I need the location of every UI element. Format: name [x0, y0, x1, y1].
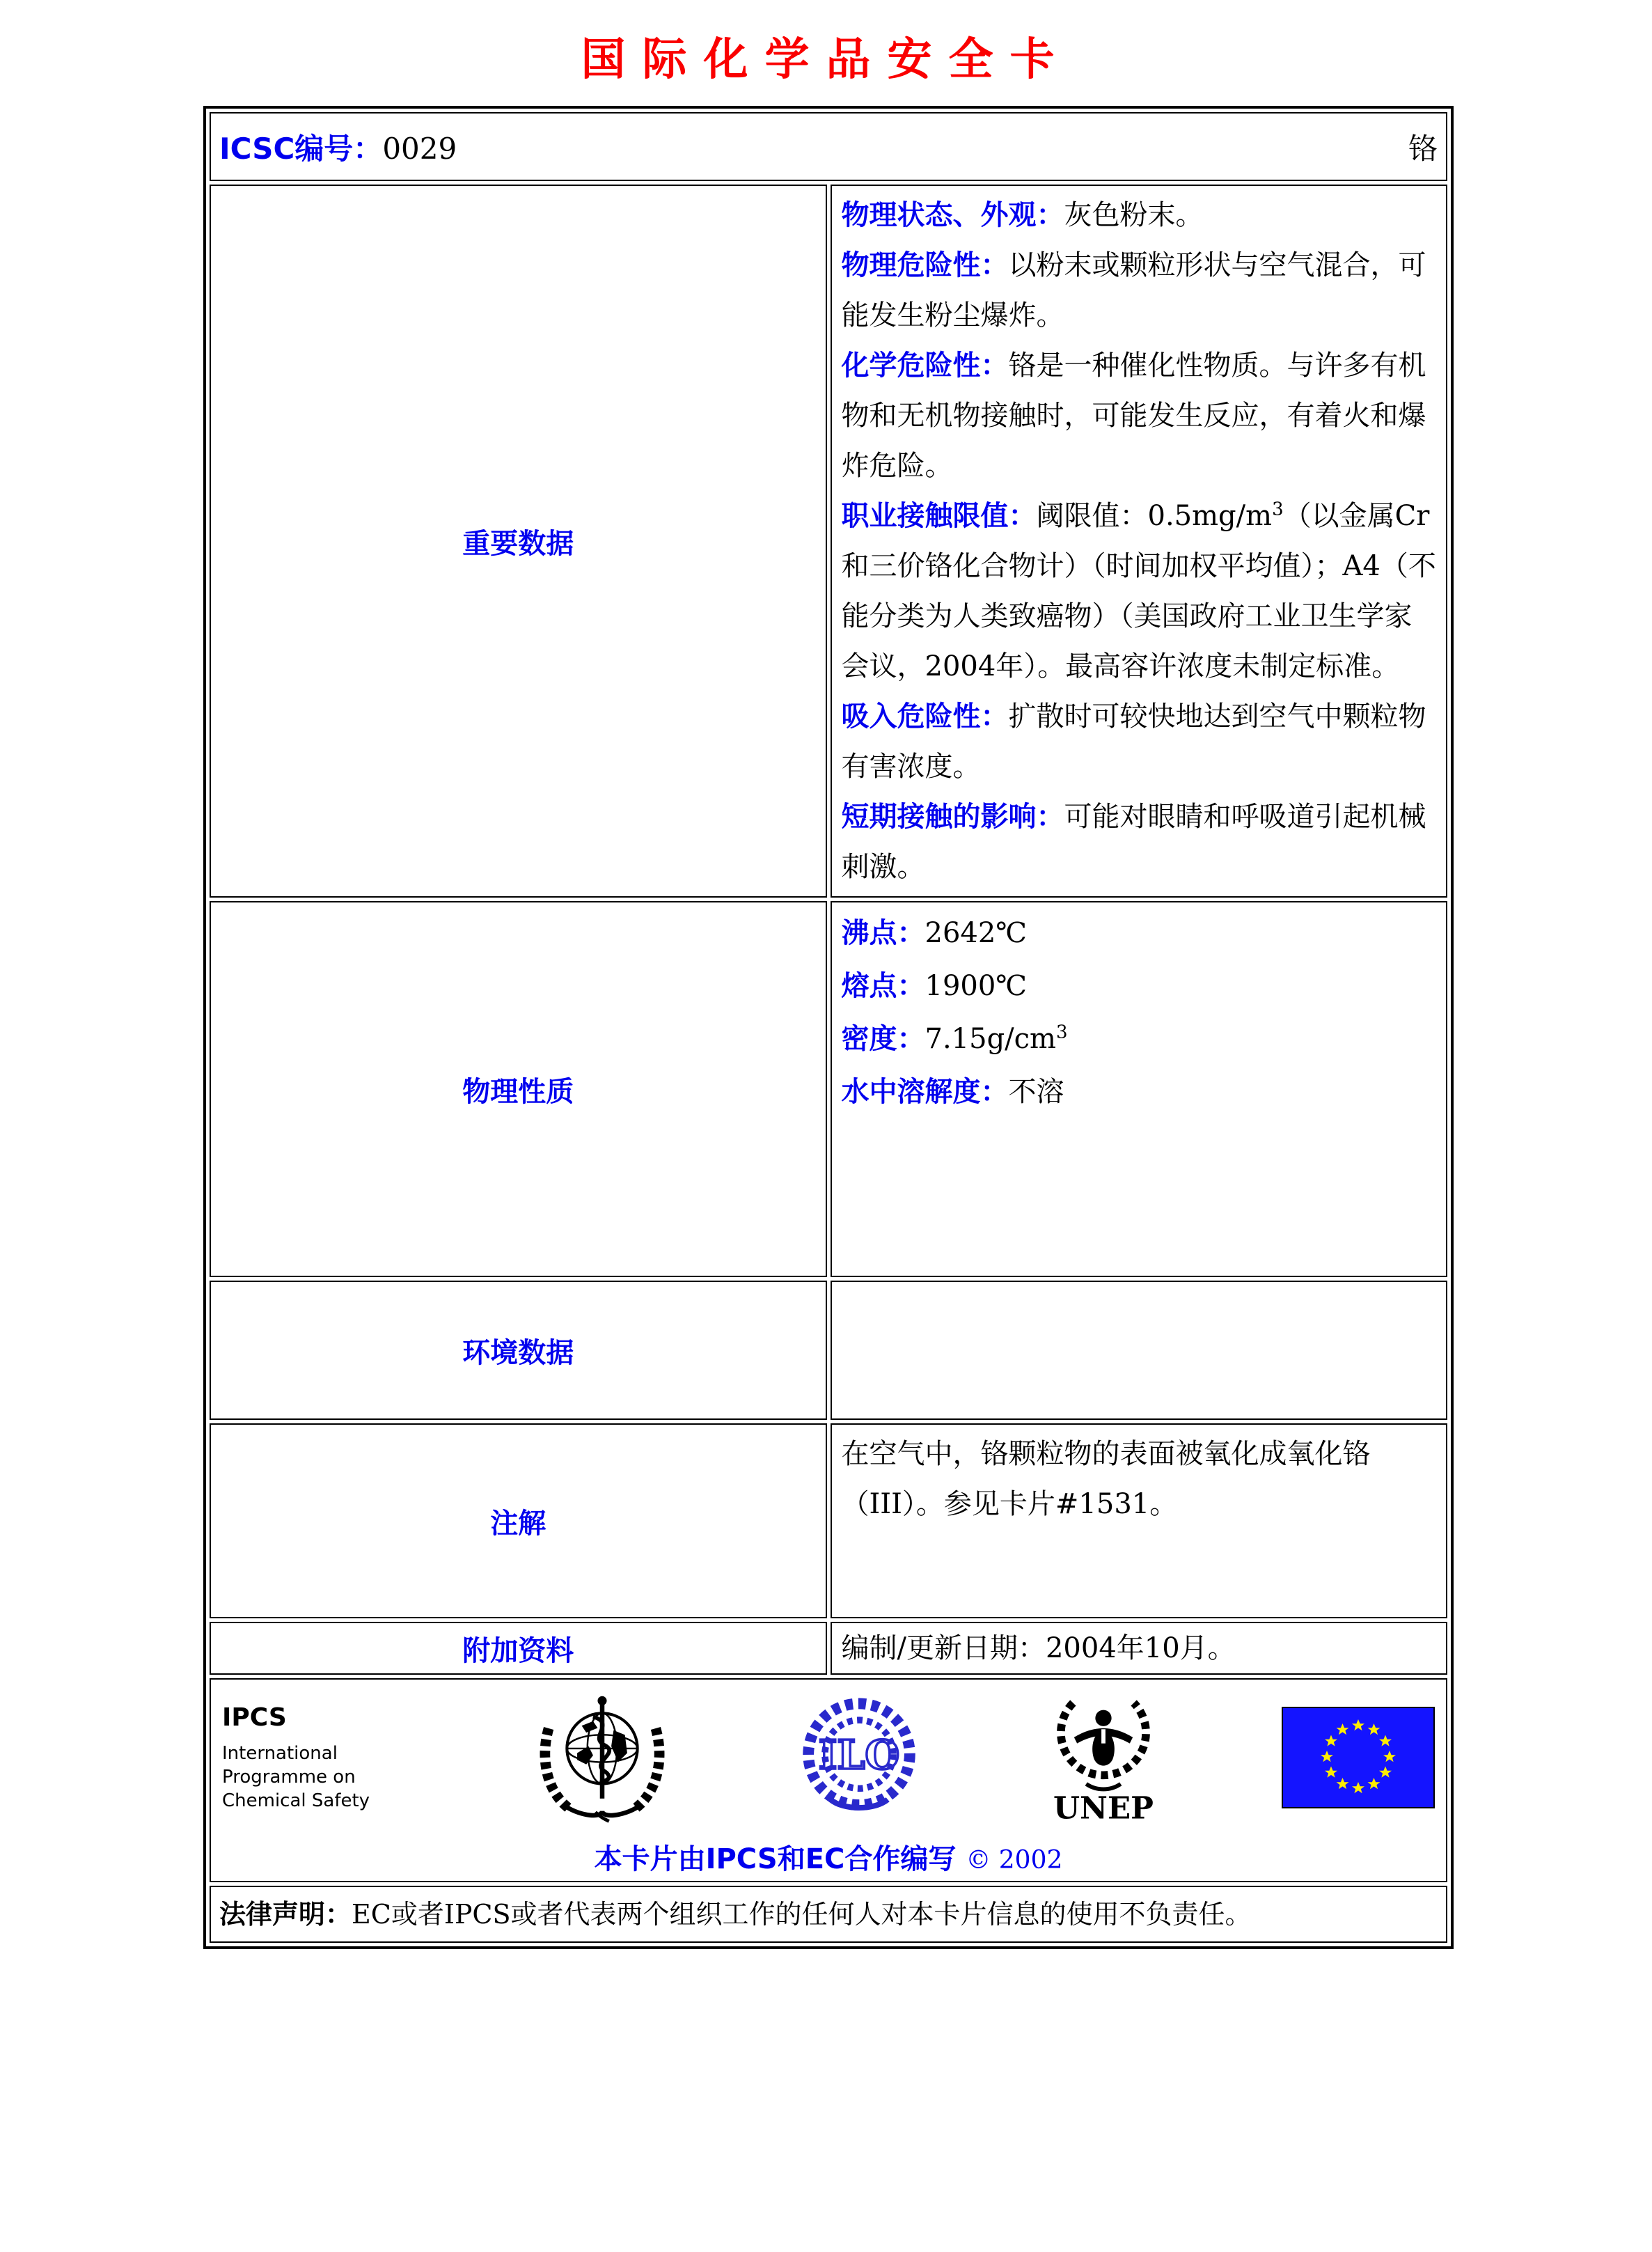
- legal-row: [210, 1886, 1447, 1943]
- field-value: 可能对眼睛和呼吸道引起机械刺激。: [841, 801, 1426, 883]
- ipcs-subtitle-line: Programme on: [222, 1766, 356, 1788]
- field-label: 物理状态、外观：: [841, 199, 1064, 231]
- superscript: 3: [1272, 499, 1284, 520]
- field-label: 短期接触的影响：: [841, 801, 1064, 833]
- legal-cell: [210, 1886, 1447, 1943]
- logos-cell: [210, 1678, 1447, 1882]
- additional-info-content: 编制/更新日期：2004年10月。: [831, 1622, 1448, 1675]
- physical-properties-content: [831, 901, 1448, 1277]
- important-data-section-label: 重要数据: [210, 185, 827, 898]
- credit-text: 本卡片由IPCS和EC合作编写: [594, 1843, 957, 1875]
- header-cell: [210, 112, 1447, 181]
- physical-properties-section-label: 物理性质: [210, 901, 827, 1277]
- field-chemical-dangers: [842, 341, 1437, 491]
- field-inhalation-risk: [842, 691, 1437, 792]
- field-value: 铬是一种催化性物质。与许多有机物和无机物接触时，可能发生反应，有着火和爆炸危险。: [841, 350, 1426, 482]
- field-density: [842, 1012, 1437, 1065]
- credit-line: [222, 1837, 1435, 1877]
- unep-emblem-icon: [1048, 1684, 1159, 1831]
- legal-text: EC或者IPCS或者代表两个组织工作的任何人对本卡片信息的使用不负责任。: [352, 1899, 1252, 1930]
- field-value: 1900℃: [925, 970, 1028, 1002]
- field-label: 吸入危险性：: [841, 701, 1009, 733]
- field-physical-state-appearance: [842, 190, 1437, 240]
- field-value: 以粉末或颗粒形状与空气混合，可能发生粉尘爆炸。: [841, 249, 1426, 331]
- field-label: 化学危险性：: [841, 350, 1009, 382]
- additional-info-row: [210, 1622, 1447, 1675]
- field-value: 2642℃: [925, 917, 1028, 949]
- logos-row: [210, 1678, 1447, 1882]
- ipcs-name: IPCS: [222, 1703, 287, 1732]
- superscript: 3: [1055, 1022, 1068, 1043]
- field-short-term-effects: [842, 792, 1437, 892]
- field-value: 扩散时可较快地达到空气中颗粒物有害浓度。: [841, 701, 1426, 783]
- page-title: 国际化学品安全卡: [581, 33, 1071, 86]
- icsc-number-value: 0029: [382, 131, 457, 166]
- environmental-data-section-label: 环境数据: [210, 1281, 827, 1420]
- eu-flag-icon: [1282, 1707, 1435, 1808]
- field-water-solubility: [842, 1065, 1437, 1118]
- header-row: [210, 112, 1447, 181]
- field-label: 物理危险性：: [841, 249, 1009, 281]
- copyright-text: © 2002: [966, 1846, 1063, 1875]
- field-value-post: （以金属Cr和三价铬化合物计）（时间加权平均值）；A4（不能分类为人类致癌物）（美国政府工业卫生学家会议，2004年）。最高容许浓度未制定标准。: [841, 500, 1436, 682]
- important-data-content: [831, 185, 1448, 898]
- icsc-card-table: [203, 106, 1454, 1949]
- ilo-letters: ILO: [818, 1731, 900, 1778]
- ipcs-subtitle-line: Chemical Safety: [222, 1790, 370, 1811]
- field-value-pre: 7.15g/cm: [925, 1023, 1056, 1055]
- field-physical-dangers: [842, 240, 1437, 341]
- who-emblem-icon: [534, 1689, 670, 1826]
- notes-content: 在空气中，铬颗粒物的表面被氧化成氧化铬（III）。参见卡片#1531。: [831, 1423, 1448, 1618]
- notes-row: [210, 1423, 1447, 1618]
- ipcs-text-block: [222, 1703, 411, 1813]
- field-value: 不溶: [1008, 1076, 1064, 1108]
- notes-section-label: 注解: [210, 1423, 827, 1618]
- additional-info-section-label: 附加资料: [210, 1622, 827, 1675]
- chemical-name: 铬: [1408, 131, 1438, 166]
- environmental-data-row: [210, 1281, 1447, 1420]
- field-label: 密度：: [841, 1023, 925, 1055]
- ipcs-subtitle-line: International: [222, 1742, 338, 1764]
- icsc-number-group: [219, 126, 457, 168]
- field-value: 灰色粉末。: [1064, 199, 1204, 231]
- field-label: 职业接触限值：: [841, 500, 1037, 532]
- legal-label: 法律声明：: [219, 1899, 352, 1930]
- field-label: 沸点：: [841, 917, 925, 949]
- important-data-row: [210, 185, 1447, 898]
- field-value-pre: 阈限值：0.5mg/m: [1036, 500, 1273, 532]
- field-label: 水中溶解度：: [841, 1076, 1009, 1108]
- environmental-data-content: [831, 1281, 1448, 1420]
- field-label: 熔点：: [841, 970, 925, 1002]
- physical-properties-row: [210, 901, 1447, 1277]
- unep-letters: UNEP: [1053, 1790, 1154, 1827]
- ilo-emblem-icon: [793, 1691, 925, 1824]
- field-melting-point: [842, 960, 1437, 1012]
- icsc-number-label: ICSC编号：: [219, 131, 383, 166]
- field-occupational-exposure-limits: [842, 491, 1437, 691]
- field-boiling-point: [842, 907, 1437, 960]
